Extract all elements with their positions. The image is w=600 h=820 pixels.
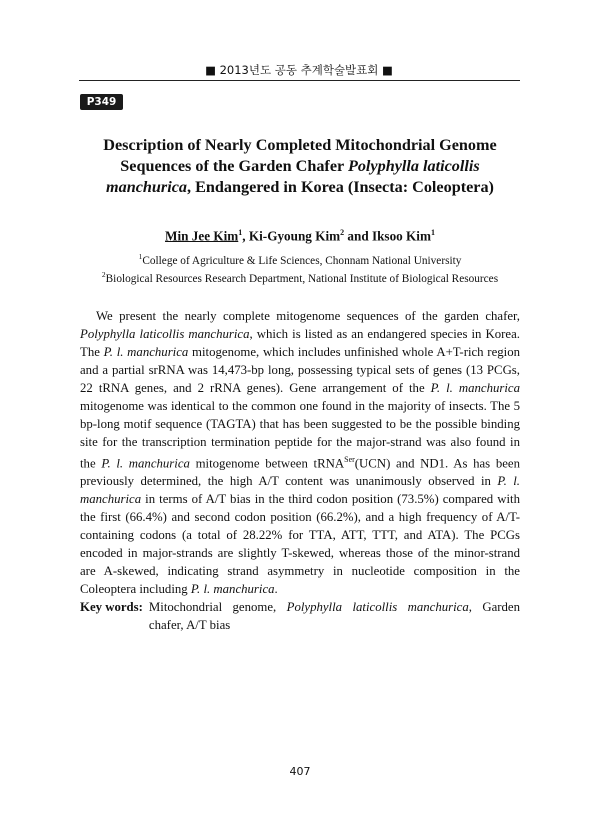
- affiliation-number: 2: [101, 269, 106, 279]
- poster-badge: P349: [80, 94, 123, 110]
- keywords-text: [149, 598, 520, 634]
- author-name: Iksoo Kim: [371, 228, 431, 244]
- keyword-text: , Garden chafer, A/T bias: [148, 600, 520, 632]
- header-rule: [79, 80, 520, 81]
- author-name: Ki-Gyoung Kim: [248, 228, 341, 244]
- paper-title: [95, 135, 505, 198]
- affiliation-line: [60, 250, 540, 268]
- affiliation-text: College of Agriculture & Life Sciences, Chonnam National University: [142, 254, 462, 267]
- keywords-label: Key words:: [80, 600, 143, 614]
- title-species: Polyphylla laticollis manchurica: [106, 157, 480, 196]
- abstract-text: mitogenome was identical to the common one found in the majority of insects. The 5 bp-long motif sequence (TAGTA) that has been suggested to be the possible binding site for the transcription termination peptide for the major-strand was also found in the: [80, 399, 520, 471]
- author-separator: ,: [242, 228, 249, 244]
- running-header: ■ 2013년도 공동 추계학술발표회 ■: [205, 63, 393, 77]
- keyword-species: Polyphylla laticollis manchurica: [286, 600, 469, 614]
- abstract-species: P. l. manchurica: [101, 456, 190, 471]
- page-number: 407: [289, 765, 311, 778]
- abstract-text: (UCN) and ND1. As has been previously determined, the high A/T content was unanimously observed in: [80, 456, 520, 489]
- abstract-text: mitogenome, which includes unfinished whole A+T-rich region and a partial srRNA was 14,473-bp long, possessing typical sets of genes (13 PCGs, 22 tRNA genes, and 2 rRNA genes). Gene arrangement of the: [80, 345, 520, 395]
- affiliation-line: [60, 268, 540, 286]
- abstract-species: P. l. manchurica: [430, 381, 520, 395]
- abstract-text: .: [274, 582, 278, 597]
- abstract-text: mitogenome between tRNA: [189, 456, 345, 471]
- author-list: [90, 228, 510, 244]
- affiliations: [60, 250, 540, 286]
- keyword-text: Mitochondrial genome,: [148, 600, 287, 614]
- affiliation-number: 1: [138, 252, 143, 261]
- abstract-species: P. l. manchurica: [190, 582, 275, 597]
- author-affiliation-mark: 1: [430, 228, 435, 237]
- author-affiliation-mark: 2: [340, 228, 345, 237]
- abstract-species: P. l. manchurica: [103, 345, 189, 359]
- author-separator: and: [344, 228, 372, 244]
- affiliation-text: Biological Resources Research Department, National Institute of Biological Resources: [105, 272, 499, 285]
- title-part1: Description of Nearly Completed Mitochondrial Genome Sequences of the Garden Chafer: [103, 136, 497, 175]
- abstract-species: P. l. manchurica: [80, 474, 520, 507]
- abstract-species: Polyphylla laticollis manchurica: [80, 327, 250, 341]
- abstract-text: , which is listed as an endangered species in Korea. The: [80, 327, 520, 359]
- abstract-text: in terms of A/T bias in the third codon position (73.5%) compared with the first (66.4%) and second codon position (66.2%), and a high frequency of A/T-containing codons (a total of 28.22% for TTA, ATT, TTT, and ATA). The PCGs encoded in major-strands are slightly T-skewed, whereas those of the minor-strand are A-skewed, indicating strand asymmetry in nucleotide composition in the Coleoptera including: [80, 492, 520, 597]
- author-affiliation-mark: 1: [238, 228, 243, 237]
- abstract-text: We present the nearly complete mitogenome sequences of the garden chafer,: [96, 309, 520, 323]
- title-part2: , Endangered in Korea (Insecta: Coleoptera): [187, 178, 494, 196]
- author-name: Min Jee Kim: [165, 228, 239, 244]
- abstract-paragraph: [80, 307, 520, 598]
- keywords-block: [80, 598, 520, 634]
- abstract-superscript: Ser: [344, 455, 355, 464]
